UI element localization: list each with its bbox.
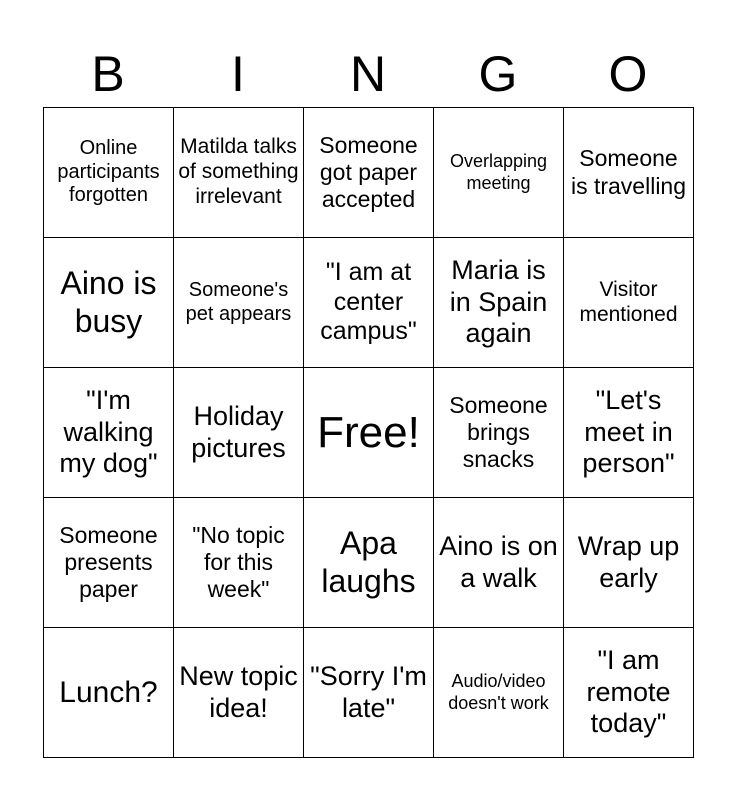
bingo-cell[interactable]: "I'm walking my dog" — [44, 368, 174, 498]
bingo-cell[interactable]: Aino is on a walk — [434, 498, 564, 628]
bingo-cell[interactable]: Visitor mentioned — [564, 238, 694, 368]
bingo-cell[interactable]: Someone is travelling — [564, 108, 694, 238]
grid-row — [44, 498, 694, 628]
bingo-cell[interactable]: Aino is busy — [44, 238, 174, 368]
bingo-cell[interactable]: Audio/video doesn't work — [434, 628, 564, 758]
bingo-cell[interactable]: Someone brings snacks — [434, 368, 564, 498]
header-letter-i: I — [231, 46, 245, 102]
bingo-cell[interactable]: Wrap up early — [564, 498, 694, 628]
bingo-cell[interactable]: "Sorry I'm late" — [304, 628, 434, 758]
bingo-cell[interactable]: Maria is in Spain again — [434, 238, 564, 368]
header-letter-o: O — [608, 46, 648, 102]
header-letter-b: B — [91, 46, 125, 102]
bingo-cell[interactable]: Lunch? — [44, 628, 174, 758]
header-letter-n: N — [349, 46, 387, 102]
bingo-cell[interactable]: Matilda talks of something irrelevant — [174, 108, 304, 238]
grid-row — [44, 108, 694, 238]
bingo-cell[interactable]: Holiday pictures — [174, 368, 304, 498]
bingo-cell[interactable]: New topic idea! — [174, 628, 304, 758]
bingo-grid — [43, 107, 694, 758]
grid-row — [44, 628, 694, 758]
bingo-cell[interactable]: Someone got paper accepted — [304, 108, 434, 238]
bingo-cell[interactable]: "Let's meet in person" — [564, 368, 694, 498]
grid-row — [44, 238, 694, 368]
bingo-cell[interactable]: Apa laughs — [304, 498, 434, 628]
bingo-cell[interactable]: "I am at center campus" — [304, 238, 434, 368]
bingo-cell[interactable]: Overlapping meeting — [434, 108, 564, 238]
bingo-cell[interactable]: "No topic for this week" — [174, 498, 304, 628]
bingo-cell[interactable]: Someone's pet appears — [174, 238, 304, 368]
grid-row — [44, 368, 694, 498]
bingo-header — [43, 38, 693, 108]
header-letter-g: G — [478, 46, 518, 102]
bingo-cell[interactable]: "I am remote today" — [564, 628, 694, 758]
bingo-cell[interactable]: Online participants forgotten — [44, 108, 174, 238]
free-space-cell[interactable]: Free! — [304, 368, 434, 498]
bingo-cell[interactable]: Someone presents paper — [44, 498, 174, 628]
